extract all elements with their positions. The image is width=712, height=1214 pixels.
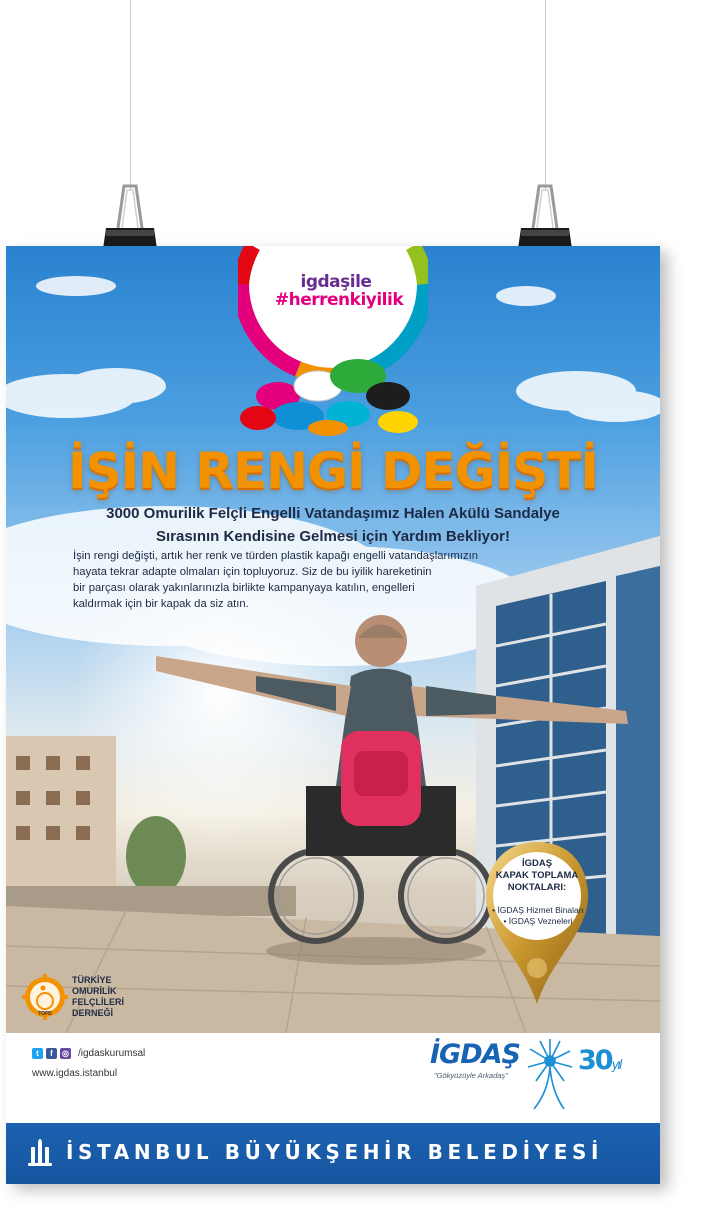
dandelion-emblem-icon xyxy=(524,1037,576,1111)
social-links xyxy=(32,1048,145,1059)
subheadline-line1: 3000 Omurilik Felçli Engelli Vatandaşımız Halen Akülü Sandalye xyxy=(106,505,560,522)
municipality-bar xyxy=(6,1123,660,1184)
tofd-name xyxy=(72,975,152,1019)
tofd-name-line: TÜRKİYE xyxy=(72,975,112,985)
body-line: hayata tekrar adapte olmaları için topluyoruz. Siz de bu iyilik hareketinin xyxy=(73,566,432,578)
subheadline-line2: Sırasının Kendisine Gelmesi için Yardım Bekliyor! xyxy=(155,528,511,545)
anniversary-mark xyxy=(578,1045,621,1076)
body-line: İşin rengi değişti, artık her renk ve türden plastik kapağı engelli vatandaşlarımızın xyxy=(73,550,479,562)
tofd-name-line: OMURİLİK xyxy=(72,986,117,996)
collection-point-item: • İGDAŞ Hizmet Binaları xyxy=(492,905,584,915)
campaign-brand-line1: igdaşile xyxy=(300,272,372,292)
tofd-logo-icon xyxy=(22,974,68,1020)
body-line: kaldırmak için bir kapak da siz atın. xyxy=(73,598,249,610)
collection-title-line: NOKTALARI: xyxy=(507,882,567,893)
tofd-name-line: DERNEĞİ xyxy=(72,1008,114,1018)
ibb-emblem-icon xyxy=(26,1139,54,1167)
anniversary-word: yıl xyxy=(611,1058,621,1073)
campaign-photo xyxy=(6,246,660,1033)
body-copy xyxy=(73,548,513,612)
twitter-icon[interactable]: t xyxy=(32,1048,43,1059)
hanging-string-right xyxy=(545,0,546,190)
collection-points-list xyxy=(488,905,588,927)
website-link[interactable]: www.igdas.istanbul xyxy=(32,1068,118,1079)
social-handle[interactable]: /igdaskurumsal xyxy=(78,1048,146,1059)
anniversary-number: 30 xyxy=(578,1045,612,1076)
campaign-hashtag: #herrenkiyilik xyxy=(274,290,404,310)
poster xyxy=(6,246,660,1184)
collection-points-title xyxy=(492,858,582,894)
poster-footer xyxy=(6,1033,660,1123)
body-line: bir parçası olarak yakınlarınızla birlikte kampanyaya katılın, engelleri xyxy=(73,582,415,594)
facebook-icon[interactable]: f xyxy=(46,1048,57,1059)
svg-text:TOFD: TOFD xyxy=(38,1011,52,1017)
igdas-logo-text: İGDAŞ xyxy=(430,1039,520,1070)
tofd-name-line: FELÇLİLERİ xyxy=(72,997,124,1007)
collection-title-line: KAPAK TOPLAMA xyxy=(495,870,579,881)
collection-point-item: • İGDAŞ Vezneleri xyxy=(503,916,573,926)
subheadline xyxy=(46,502,620,548)
hanging-string-left xyxy=(130,0,131,190)
instagram-icon[interactable]: ◎ xyxy=(60,1048,71,1059)
municipality-name: İSTANBUL BÜYÜKŞEHİR BELEDİYESİ xyxy=(66,1140,604,1164)
headline: İŞİN RENGİ DEĞİŞTİ xyxy=(67,442,599,500)
collection-title-line: İGDAŞ xyxy=(521,858,553,869)
igdas-slogan: "Gökyüzüyle Arkadaş" xyxy=(434,1071,508,1080)
